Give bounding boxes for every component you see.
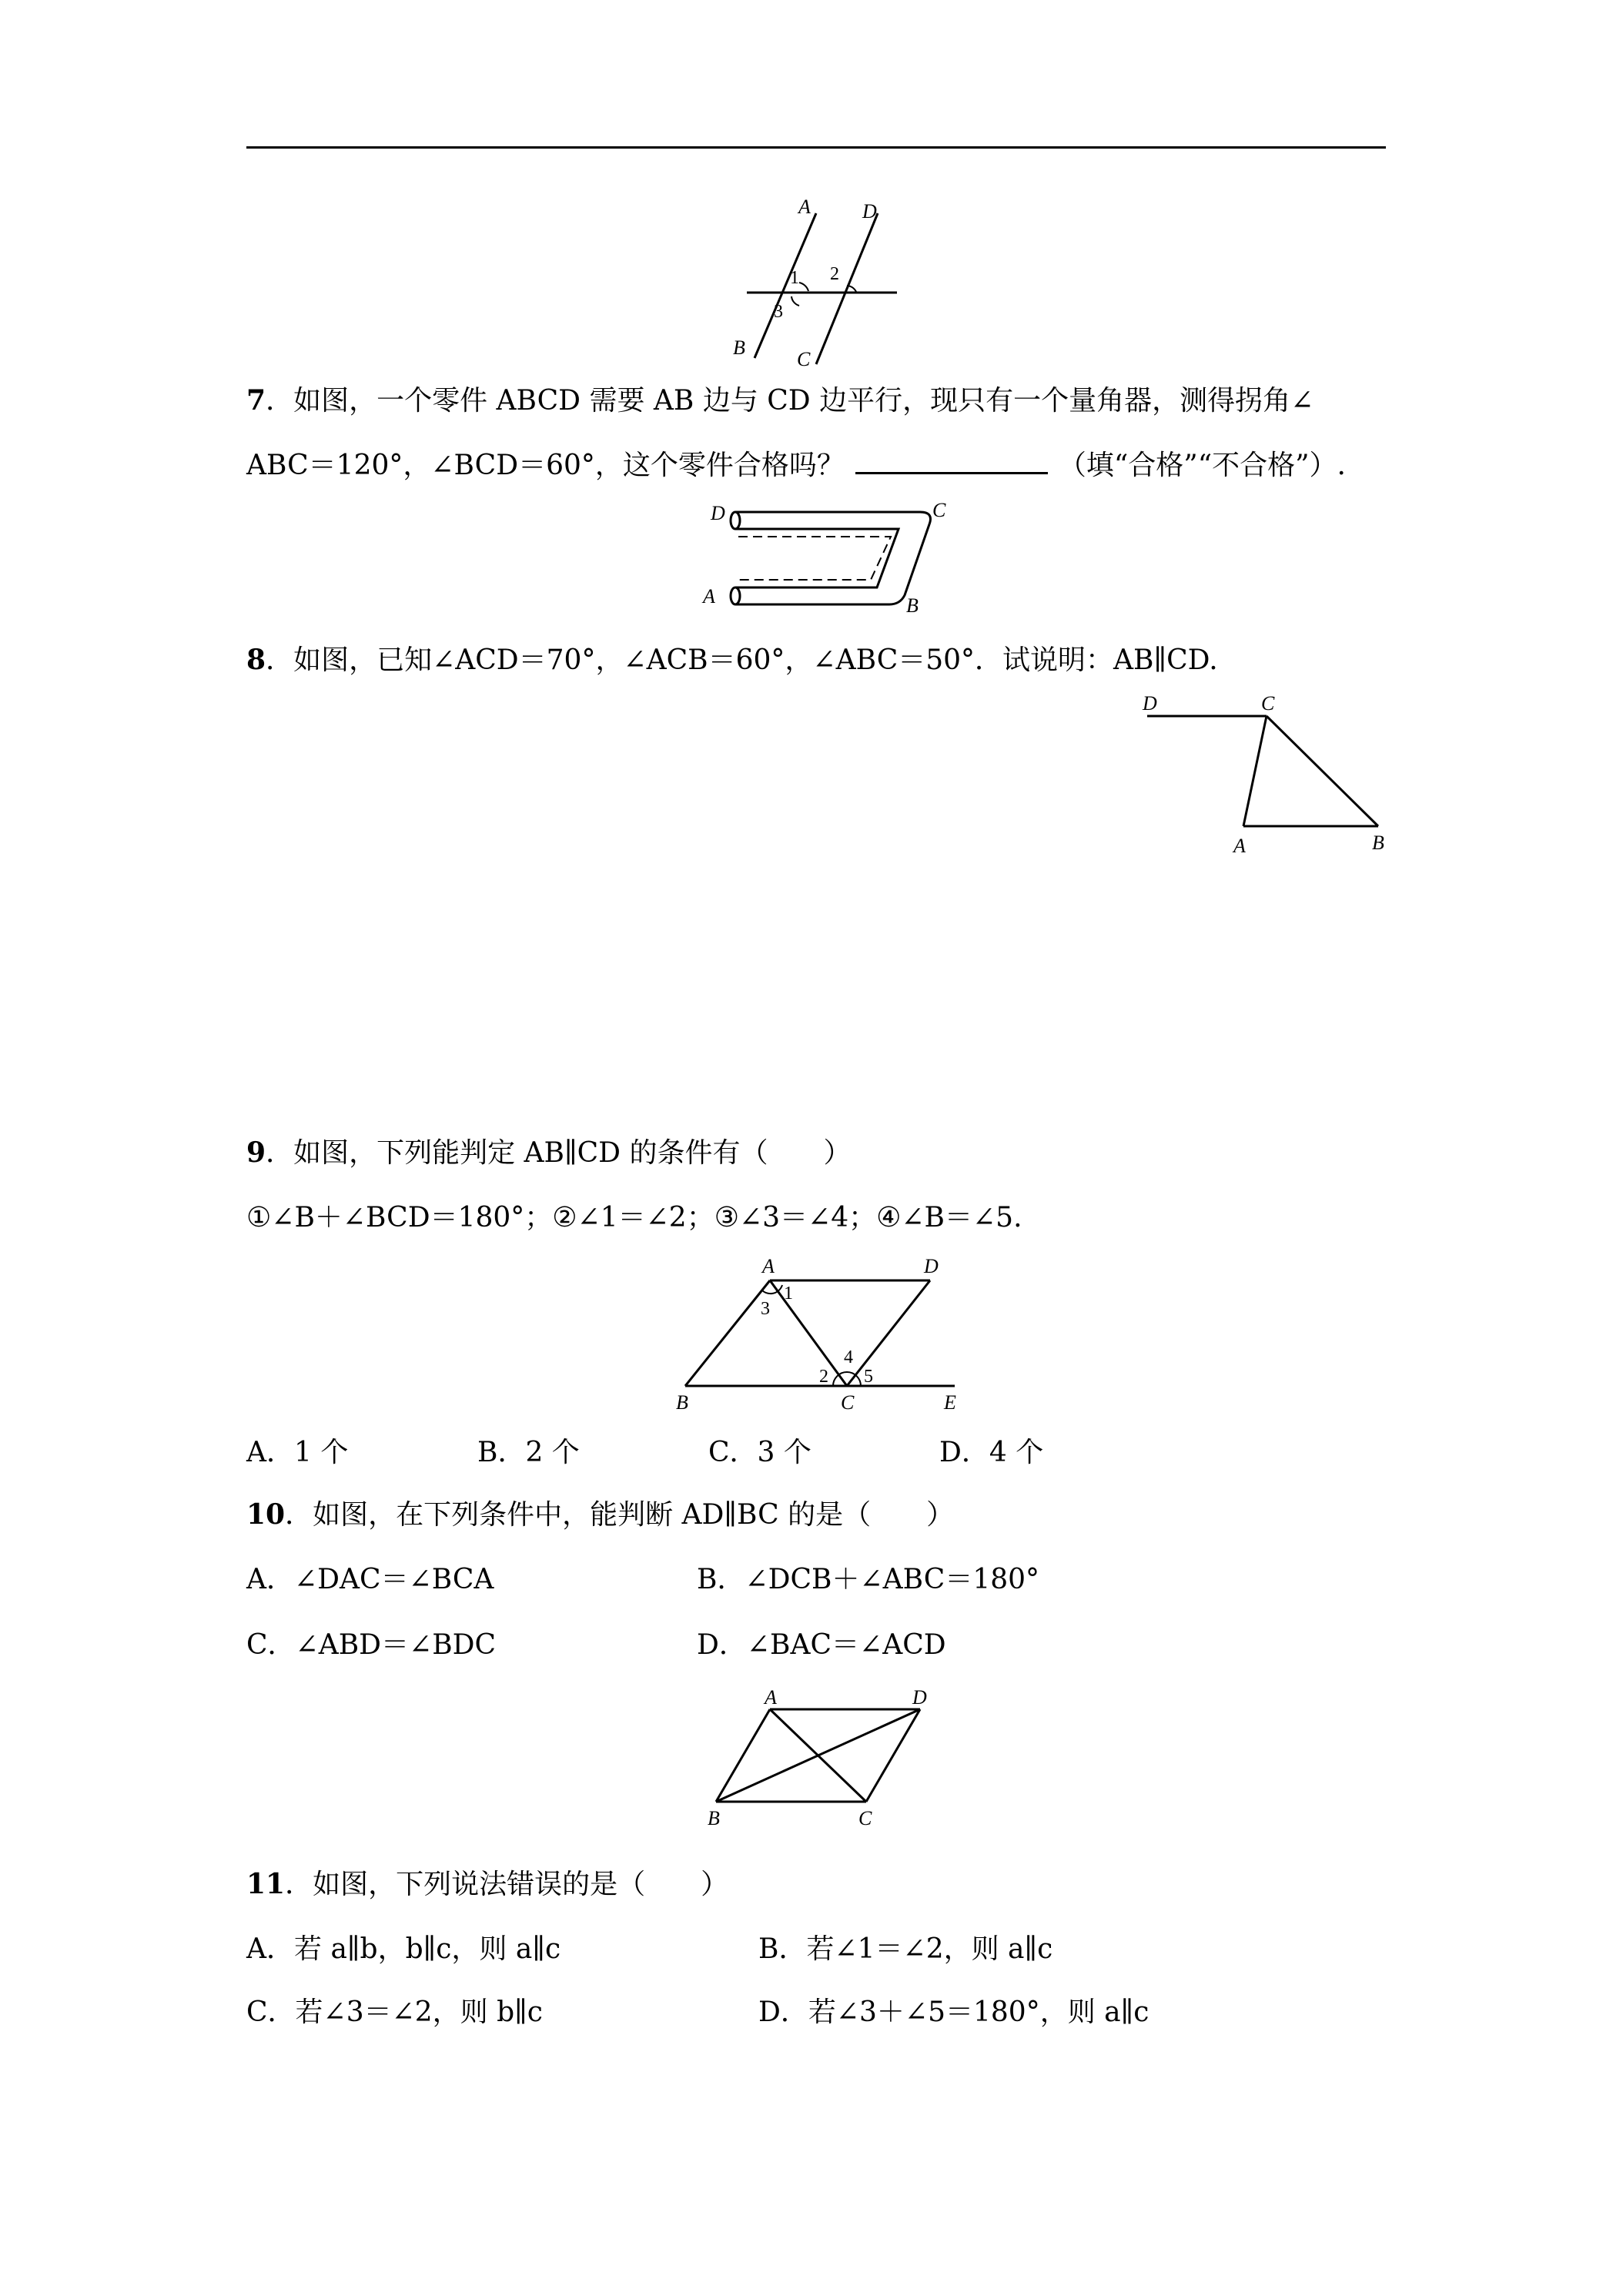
fig8-label-D: D bbox=[1143, 692, 1157, 715]
q9-line bbox=[246, 1136, 851, 1170]
figure-trapezoid-abcde bbox=[670, 1251, 970, 1421]
q8-line bbox=[246, 643, 1218, 678]
fig7-label-A: A bbox=[703, 585, 715, 607]
fig9-label-B: B bbox=[676, 1391, 688, 1414]
q11-option-c[interactable]: C．若∠3＝∠2，则 b∥c bbox=[246, 1996, 543, 2028]
q10-text: ．如图，在下列条件中，能判断 AD∥BC 的是（ ） bbox=[285, 1499, 955, 1531]
fig6-angle-1: 1 bbox=[790, 268, 799, 288]
fig7-label-D: D bbox=[711, 502, 725, 524]
q8-number: 8 bbox=[246, 644, 266, 676]
q9-text: ．如图，下列能判定 AB∥CD 的条件有（ ） bbox=[266, 1137, 852, 1169]
fig6-angle-2: 2 bbox=[830, 264, 839, 284]
q11-option-d[interactable]: D．若∠3＋∠5＝180°，则 a∥c bbox=[758, 1996, 1149, 2028]
fig8-label-A: A bbox=[1233, 835, 1246, 857]
header-rule bbox=[246, 146, 1386, 149]
fig9-label-C: C bbox=[841, 1391, 855, 1414]
q9-option-d[interactable]: D．4 个 bbox=[939, 1437, 1044, 1468]
q9-number: 9 bbox=[246, 1136, 266, 1169]
fig8-label-C: C bbox=[1261, 692, 1275, 715]
q11-text: ．如图，下列说法错误的是（ ） bbox=[285, 1869, 729, 1900]
q8-text: ．如图，已知∠ACD＝70°，∠ACB＝60°，∠ABC＝50°．试说明：AB∥CD. bbox=[266, 644, 1218, 676]
q9-option-b[interactable]: B．2 个 bbox=[477, 1437, 580, 1468]
fig6-angle-3: 3 bbox=[774, 302, 783, 322]
figure-triangle-dc bbox=[1132, 689, 1394, 866]
fig10-label-B: B bbox=[708, 1807, 720, 1829]
fig9-label-D: D bbox=[924, 1255, 939, 1277]
fig7-label-B: B bbox=[906, 594, 919, 617]
q7-number: 7 bbox=[246, 384, 266, 417]
fig10-label-D: D bbox=[912, 1686, 927, 1709]
q10-line bbox=[246, 1498, 954, 1532]
figure-bent-part bbox=[689, 497, 959, 628]
fig6-label-B: B bbox=[733, 336, 745, 359]
q7-line1 bbox=[246, 383, 1313, 418]
q10-option-a[interactable]: A．∠DAC＝∠BCA bbox=[246, 1564, 494, 1595]
q7-line2 bbox=[246, 449, 1346, 483]
fig6-label-C: C bbox=[797, 348, 811, 370]
fig9-angle-3: 3 bbox=[761, 1299, 770, 1319]
fig7-label-C: C bbox=[932, 499, 946, 521]
fig9-angle-4: 4 bbox=[844, 1347, 853, 1367]
fig6-label-D: D bbox=[862, 200, 877, 223]
fig9-angle-2: 2 bbox=[819, 1367, 828, 1387]
fig10-label-A: A bbox=[765, 1686, 777, 1709]
figure-parallel-transversal bbox=[724, 196, 924, 370]
q9-option-a[interactable]: A．1 个 bbox=[246, 1437, 349, 1468]
q11-option-b[interactable]: B．若∠1＝∠2，则 a∥c bbox=[758, 1933, 1053, 1965]
q7-text-line2a: ABC＝120°，∠BCD＝60°，这个零件合格吗？ bbox=[246, 450, 845, 481]
fig9-angle-5: 5 bbox=[864, 1367, 873, 1387]
fig6-label-A: A bbox=[798, 196, 811, 218]
q11-number: 11 bbox=[246, 1868, 286, 1900]
q9-conditions: ①∠B＋∠BCD＝180°；②∠1＝∠2；③∠3＝∠4；④∠B＝∠5. bbox=[246, 1202, 1022, 1233]
q7-answer-blank[interactable] bbox=[855, 449, 1048, 474]
fig9-label-E: E bbox=[944, 1391, 956, 1414]
q9-option-c[interactable]: C．3 个 bbox=[708, 1437, 812, 1468]
fig8-label-B: B bbox=[1372, 832, 1384, 854]
q10-option-b[interactable]: B．∠DCB＋∠ABC＝180° bbox=[697, 1564, 1040, 1595]
q10-number: 10 bbox=[246, 1498, 286, 1531]
q10-option-d[interactable]: D．∠BAC＝∠ACD bbox=[697, 1629, 946, 1661]
q11-line bbox=[246, 1867, 728, 1902]
q11-option-a[interactable]: A．若 a∥b，b∥c，则 a∥c bbox=[246, 1933, 561, 1965]
fig10-label-C: C bbox=[858, 1807, 872, 1829]
fig9-angle-1: 1 bbox=[784, 1284, 793, 1304]
q10-option-c[interactable]: C．∠ABD＝∠BDC bbox=[246, 1629, 497, 1661]
fig9-label-A: A bbox=[762, 1255, 775, 1277]
figure-parallelogram-abcd bbox=[697, 1686, 951, 1832]
q7-text-line2b: （填“合格”“不合格”）. bbox=[1058, 450, 1346, 481]
q7-text-line1: ．如图，一个零件 ABCD 需要 AB 边与 CD 边平行，现只有一个量角器，测得拐角∠ bbox=[266, 385, 1314, 417]
